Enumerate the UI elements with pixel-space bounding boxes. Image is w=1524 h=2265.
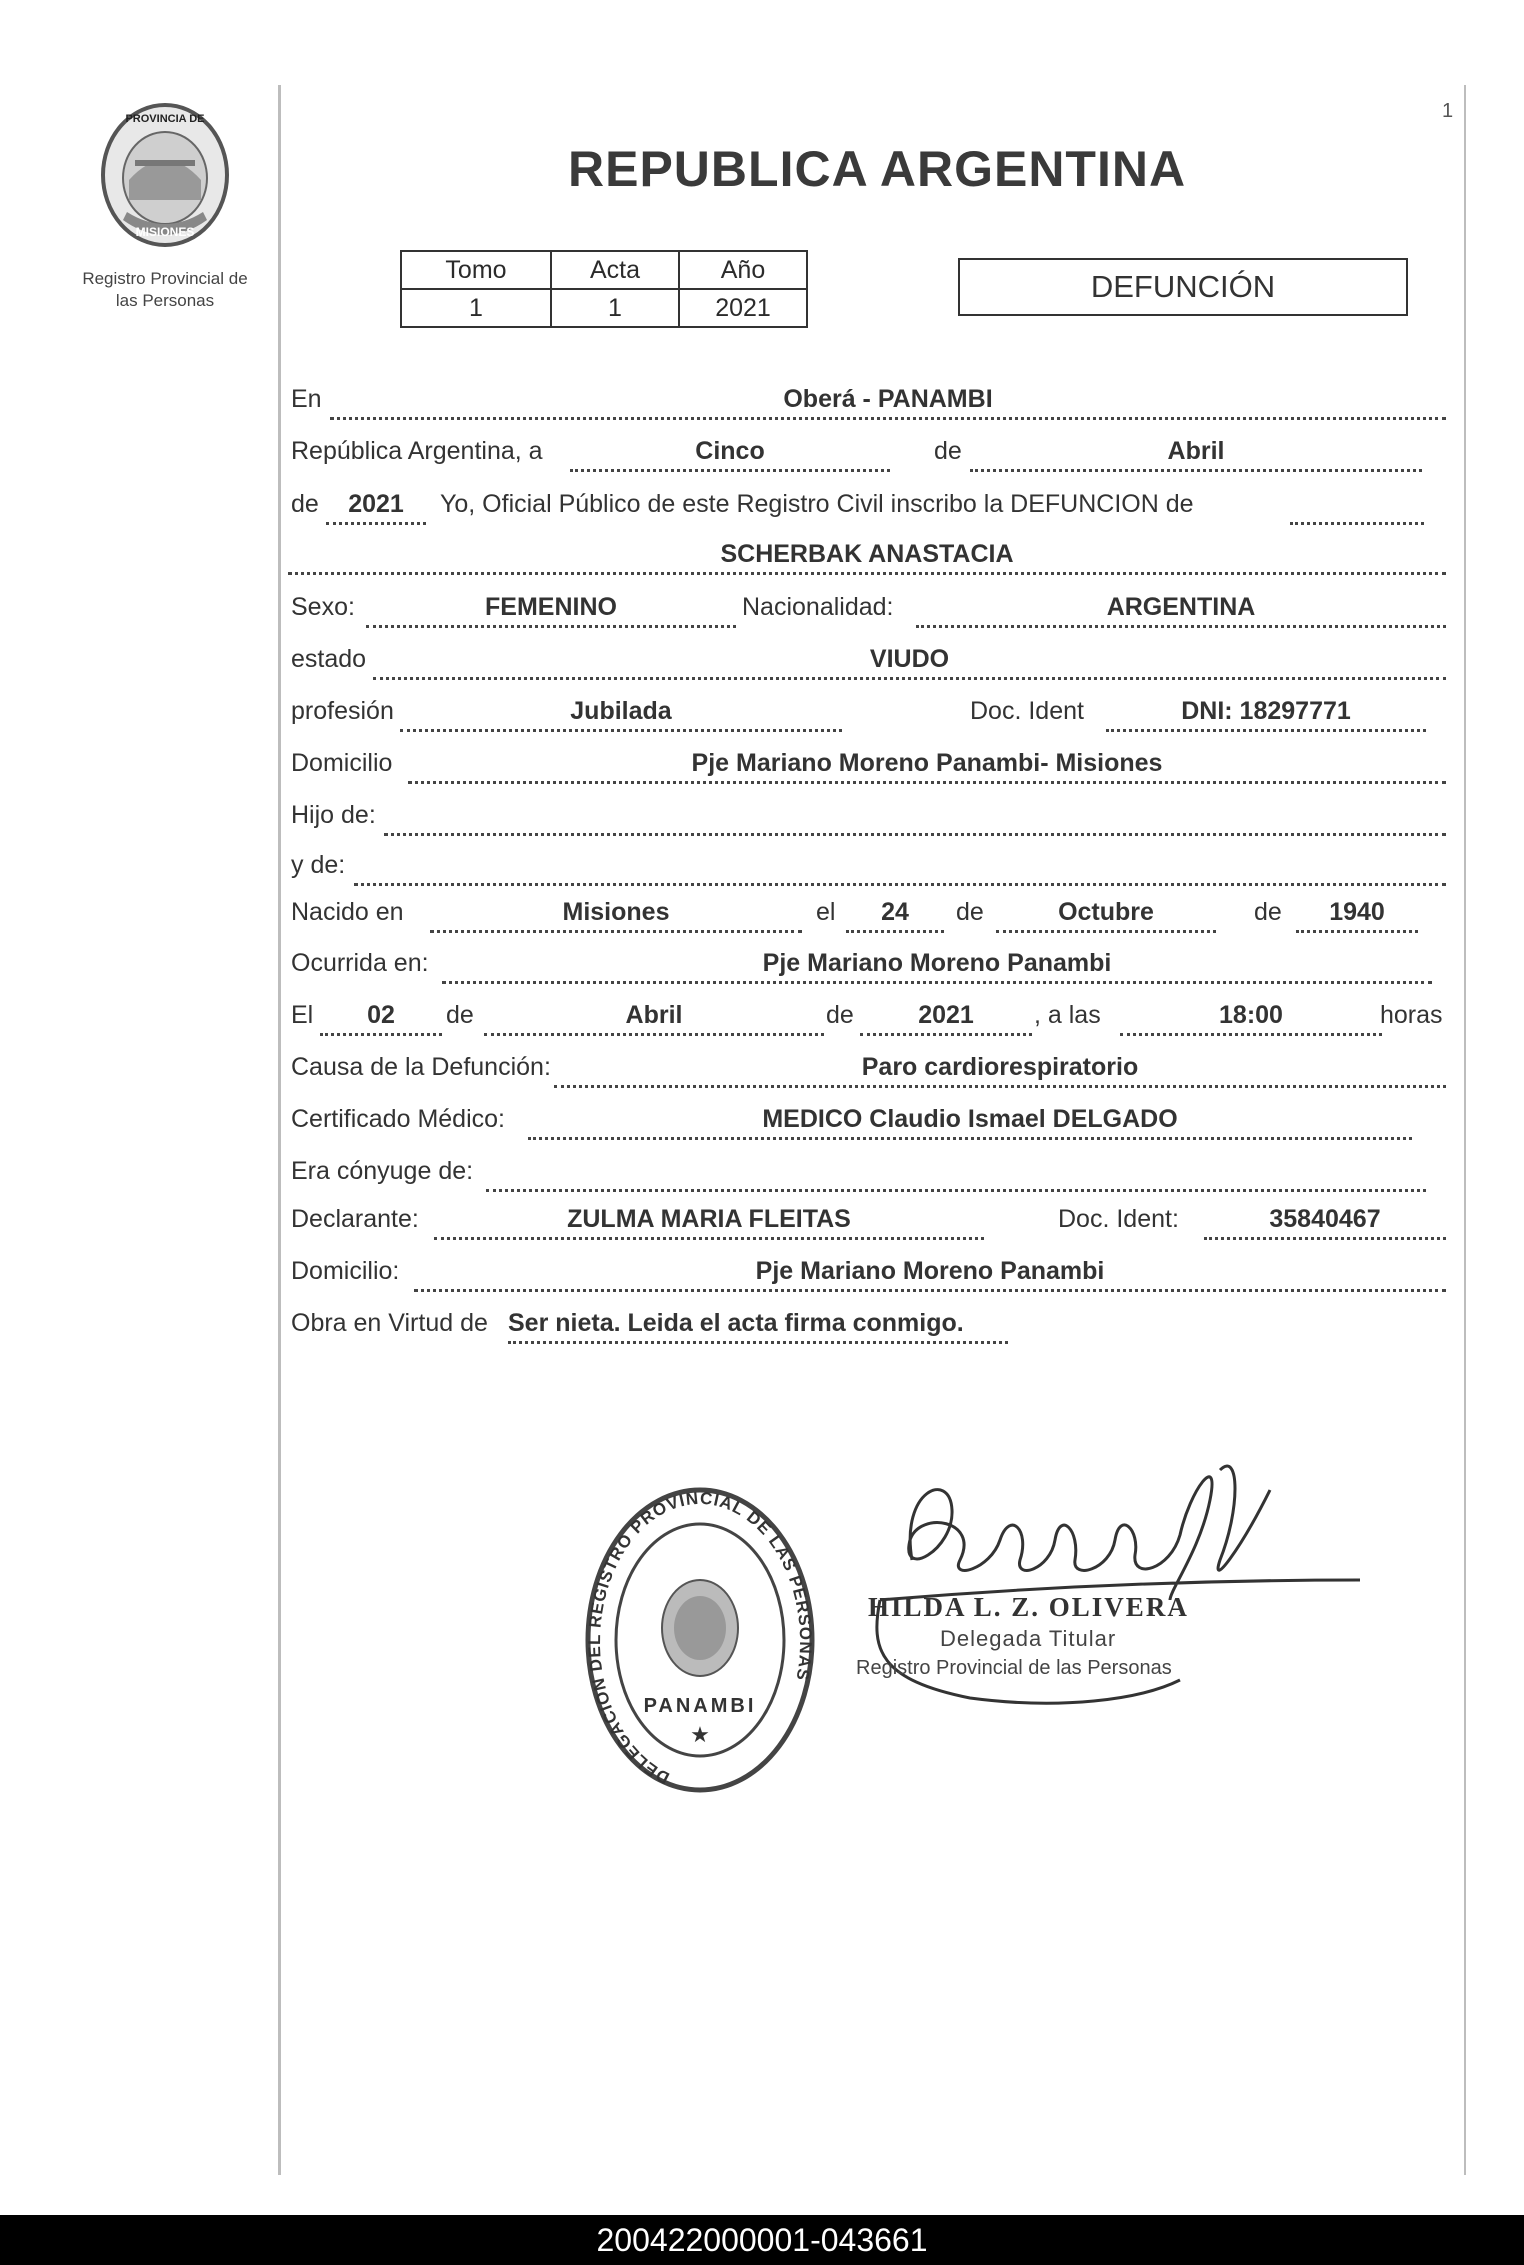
label-causa: Causa de la Defunción: bbox=[291, 1053, 551, 1081]
label-republica: República Argentina, a bbox=[291, 437, 543, 465]
obra-value: Ser nieta. Leida el acta firma conmigo. bbox=[508, 1309, 1008, 1344]
ocurrida-value: Pje Mariano Moreno Panambi bbox=[442, 949, 1432, 984]
record-table bbox=[400, 250, 808, 328]
row-date bbox=[288, 437, 1446, 473]
stamp-ring-text: DELEGACION DEL REGISTRO PROVINCIAL DE LAS PERSONAS bbox=[584, 1488, 816, 1788]
label-nac-de-1: de bbox=[956, 898, 984, 926]
domicilio-value: Pje Mariano Moreno Panambi- Misiones bbox=[408, 749, 1446, 784]
document-title: REPUBLICA ARGENTINA bbox=[568, 141, 1187, 197]
def-dia-value: 02 bbox=[320, 1001, 442, 1036]
label-en: En bbox=[291, 385, 322, 413]
label-profesion: profesión bbox=[291, 697, 394, 725]
row-year bbox=[288, 490, 1446, 526]
label-oficial: Yo, Oficial Público de este Registro Civil inscribo la DEFUNCION de bbox=[440, 490, 1194, 518]
certificado-value: MEDICO Claudio Ismael DELGADO bbox=[528, 1105, 1412, 1140]
row-decl-domicilio bbox=[288, 1257, 1446, 1293]
signatory-name: HILDA L. Z. OLIVERA bbox=[868, 1592, 1189, 1622]
right-margin-line bbox=[1464, 85, 1466, 2175]
nac-mes-value: Octubre bbox=[996, 898, 1216, 933]
doc-value: DNI: 18297771 bbox=[1106, 697, 1426, 732]
estado-value: VIUDO bbox=[373, 645, 1446, 680]
record-value-tomo: 1 bbox=[401, 289, 551, 327]
row-causa bbox=[288, 1053, 1446, 1089]
yde-value bbox=[354, 851, 1446, 886]
label-doc: Doc. Ident bbox=[970, 697, 1084, 725]
row-conyuge bbox=[288, 1157, 1446, 1193]
row-sexo bbox=[288, 593, 1446, 629]
signatory-org: Registro Provincial de las Personas bbox=[856, 1657, 1172, 1679]
label-decl-doc: Doc. Ident: bbox=[1058, 1205, 1179, 1233]
nac-anio-value: 1940 bbox=[1296, 898, 1418, 933]
stamp-center-text: PANAMBI bbox=[643, 1695, 757, 1717]
nacido-lugar-value: Misiones bbox=[430, 898, 802, 933]
label-alas: , a las bbox=[1034, 1001, 1101, 1029]
left-margin-line bbox=[278, 85, 281, 2175]
profesion-value: Jubilada bbox=[400, 697, 842, 732]
label-nac-de-2: de bbox=[1254, 898, 1282, 926]
deceased-name: SCHERBAK ANASTACIA bbox=[288, 540, 1446, 575]
day-words-value: Cinco bbox=[570, 437, 890, 472]
label-conyuge: Era cónyuge de: bbox=[291, 1157, 474, 1185]
row-domicilio bbox=[288, 749, 1446, 785]
record-header-tomo: Tomo bbox=[401, 251, 551, 289]
nac-dia-value: 24 bbox=[846, 898, 944, 933]
label-declarante: Declarante: bbox=[291, 1205, 419, 1233]
def-anio-value: 2021 bbox=[860, 1001, 1032, 1036]
document-barcode-footer: 200422000001-043661 bbox=[0, 2215, 1524, 2265]
logo-text-bottom: MISIONES bbox=[135, 225, 195, 239]
row-nacido bbox=[288, 898, 1446, 934]
sexo-value: FEMENINO bbox=[366, 593, 736, 628]
row-estado bbox=[288, 645, 1446, 681]
label-obra: Obra en Virtud de bbox=[291, 1309, 488, 1337]
record-header-anio: Año bbox=[679, 251, 807, 289]
record-value-acta: 1 bbox=[551, 289, 679, 327]
causa-value: Paro cardiorespiratorio bbox=[554, 1053, 1446, 1088]
row-hijo bbox=[288, 801, 1446, 837]
label-el-2: El bbox=[291, 1001, 314, 1029]
label-def-de-2: de bbox=[826, 1001, 854, 1029]
conyuge-value bbox=[486, 1157, 1426, 1192]
label-de-1: de bbox=[934, 437, 962, 465]
record-type-box: DEFUNCIÓN bbox=[958, 258, 1408, 316]
record-header-acta: Acta bbox=[551, 251, 679, 289]
label-def-de-1: de bbox=[446, 1001, 474, 1029]
row-deceased bbox=[288, 540, 1446, 576]
label-nacionalidad: Nacionalidad: bbox=[742, 593, 894, 621]
label-estado: estado bbox=[291, 645, 367, 673]
month-value: Abril bbox=[970, 437, 1422, 472]
row-ocurrida bbox=[288, 949, 1446, 985]
label-sexo: Sexo: bbox=[291, 593, 355, 621]
registry-name bbox=[60, 268, 270, 312]
label-horas: horas bbox=[1380, 1001, 1443, 1029]
label-ocurrida: Ocurrida en: bbox=[291, 949, 429, 977]
row-yde bbox=[288, 851, 1446, 887]
decl-doc-value: 35840467 bbox=[1204, 1205, 1446, 1240]
row-certificado bbox=[288, 1105, 1446, 1141]
label-yde: y de: bbox=[291, 851, 346, 879]
row-declarante bbox=[288, 1205, 1446, 1241]
def-mes-value: Abril bbox=[484, 1001, 824, 1036]
oficial-trailing-blank bbox=[1290, 490, 1424, 525]
row-fecha-defuncion bbox=[288, 1001, 1446, 1037]
year-value: 2021 bbox=[326, 490, 426, 525]
registry-line-1: Registro Provincial de bbox=[82, 269, 248, 288]
label-domicilio: Domicilio bbox=[291, 749, 393, 777]
def-hora-value: 18:00 bbox=[1120, 1001, 1382, 1036]
decl-domicilio-value: Pje Mariano Moreno Panambi bbox=[414, 1257, 1446, 1292]
row-obra bbox=[288, 1309, 1446, 1345]
label-certificado: Certificado Médico: bbox=[291, 1105, 505, 1133]
label-de-2: de bbox=[291, 490, 319, 518]
label-el: el bbox=[816, 898, 836, 926]
page-number: 1 bbox=[1442, 100, 1454, 122]
signature-block bbox=[840, 1430, 1380, 1760]
label-decl-domicilio: Domicilio: bbox=[291, 1257, 400, 1285]
label-hijo: Hijo de: bbox=[291, 801, 376, 829]
nacionalidad-value: ARGENTINA bbox=[916, 593, 1446, 628]
place-value: Oberá - PANAMBI bbox=[330, 385, 1446, 420]
row-profesion bbox=[288, 697, 1446, 733]
official-stamp bbox=[580, 1480, 820, 1800]
signatory-role: Delegada Titular bbox=[940, 1626, 1117, 1651]
hijo-value bbox=[384, 801, 1446, 836]
provincial-seal-logo bbox=[95, 100, 235, 250]
declarante-value: ZULMA MARIA FLEITAS bbox=[434, 1205, 984, 1240]
logo-text-top: PROVINCIA DE bbox=[125, 113, 205, 125]
row-place bbox=[288, 385, 1446, 421]
registry-line-2: las Personas bbox=[115, 291, 215, 310]
record-value-anio: 2021 bbox=[679, 289, 807, 327]
stamp-star-icon: ★ bbox=[690, 1722, 710, 1747]
label-nacido: Nacido en bbox=[291, 898, 404, 926]
